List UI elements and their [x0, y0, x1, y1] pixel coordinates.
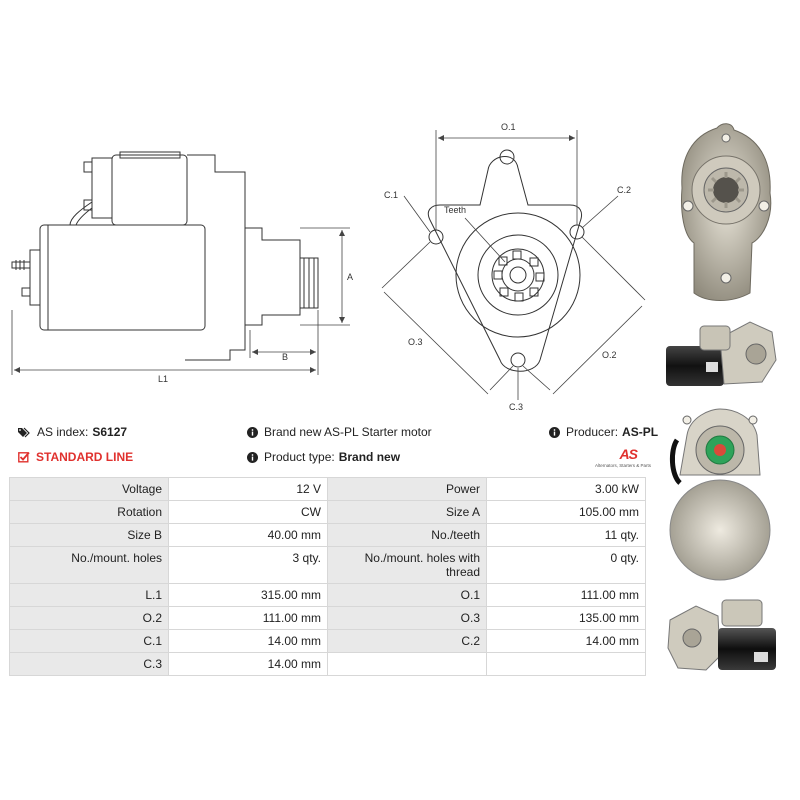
spec-value: 111.00 mm	[169, 607, 328, 630]
product-photo-front	[662, 118, 784, 308]
as-index-row	[18, 425, 127, 439]
product-photo-angle	[662, 590, 780, 685]
spec-label: O.1	[328, 584, 487, 607]
brand-new-text: Brand new AS-PL Starter motor	[264, 425, 432, 439]
spec-value: 315.00 mm	[169, 584, 328, 607]
spec-label: No./teeth	[328, 524, 487, 547]
logo-text: AS	[619, 446, 637, 462]
dim-label-l1: L1	[158, 374, 169, 384]
as-pl-logo	[585, 447, 651, 468]
spec-label: C.3	[10, 653, 169, 676]
producer-row	[549, 425, 658, 439]
dim-label-o1: O.1	[501, 122, 516, 132]
dim-label-b: B	[282, 352, 289, 362]
spec-value: 3.00 kW	[487, 478, 646, 501]
spec-value: 11 qty.	[487, 524, 646, 547]
spec-value: 111.00 mm	[487, 584, 646, 607]
brand-new-row	[247, 425, 432, 439]
logo-tagline: Alternators, Starters & Parts	[594, 463, 651, 468]
spec-row	[10, 478, 646, 501]
spec-row	[10, 630, 646, 653]
product-type-row	[247, 450, 400, 464]
dim-label-o3: O.3	[408, 337, 423, 347]
spec-label: Size B	[10, 524, 169, 547]
spec-row	[10, 584, 646, 607]
spec-value: 12 V	[169, 478, 328, 501]
spec-value: 0 qty.	[487, 547, 646, 584]
dim-label-c2: C.2	[617, 185, 632, 195]
product-type-label: Product type:	[264, 450, 335, 464]
standard-line-row	[18, 450, 133, 464]
spec-value	[487, 653, 646, 676]
spec-value: 135.00 mm	[487, 607, 646, 630]
spec-label: No./mount. holes	[10, 547, 169, 584]
spec-label: No./mount. holes with thread	[328, 547, 487, 584]
spec-label: Power	[328, 478, 487, 501]
product-type-value: Brand new	[338, 450, 401, 464]
checkbox-check-icon	[18, 451, 30, 463]
specifications-table	[9, 477, 646, 676]
spec-row	[10, 524, 646, 547]
spec-label: O.2	[10, 607, 169, 630]
dim-label-c1: C.1	[384, 190, 399, 200]
spec-label: Size A	[328, 501, 487, 524]
info-icon	[247, 452, 258, 463]
as-index-value: S6127	[92, 425, 128, 439]
dim-label-o2: O.2	[602, 350, 617, 360]
dim-label-teeth: Teeth	[444, 205, 467, 215]
spec-row	[10, 501, 646, 524]
producer-label: Producer:	[566, 425, 619, 439]
front-view-drawing	[370, 110, 660, 420]
spec-row	[10, 547, 646, 584]
as-index-label: AS index:	[37, 425, 89, 439]
tags-icon	[18, 427, 31, 438]
spec-value: 40.00 mm	[169, 524, 328, 547]
spec-row	[10, 607, 646, 630]
spec-row	[10, 653, 646, 676]
spec-value: 14.00 mm	[169, 630, 328, 653]
standard-line-label: STANDARD LINE	[36, 450, 134, 464]
spec-value: 3 qty.	[169, 547, 328, 584]
spec-label: L.1	[10, 584, 169, 607]
spec-value: CW	[169, 501, 328, 524]
dim-label-a: A	[347, 272, 354, 282]
side-view-drawing	[0, 130, 370, 400]
spec-label: C.1	[10, 630, 169, 653]
spec-value: 105.00 mm	[487, 501, 646, 524]
dim-label-c3: C.3	[509, 402, 524, 412]
spec-label: O.3	[328, 607, 487, 630]
spec-value: 14.00 mm	[487, 630, 646, 653]
spec-label: Voltage	[10, 478, 169, 501]
spec-label	[328, 653, 487, 676]
product-photo-rear	[665, 405, 775, 585]
info-icon	[247, 427, 258, 438]
spec-value: 14.00 mm	[169, 653, 328, 676]
producer-value: AS-PL	[622, 425, 659, 439]
spec-label: C.2	[328, 630, 487, 653]
info-icon	[549, 427, 560, 438]
product-photo-side	[662, 312, 780, 397]
spec-label: Rotation	[10, 501, 169, 524]
